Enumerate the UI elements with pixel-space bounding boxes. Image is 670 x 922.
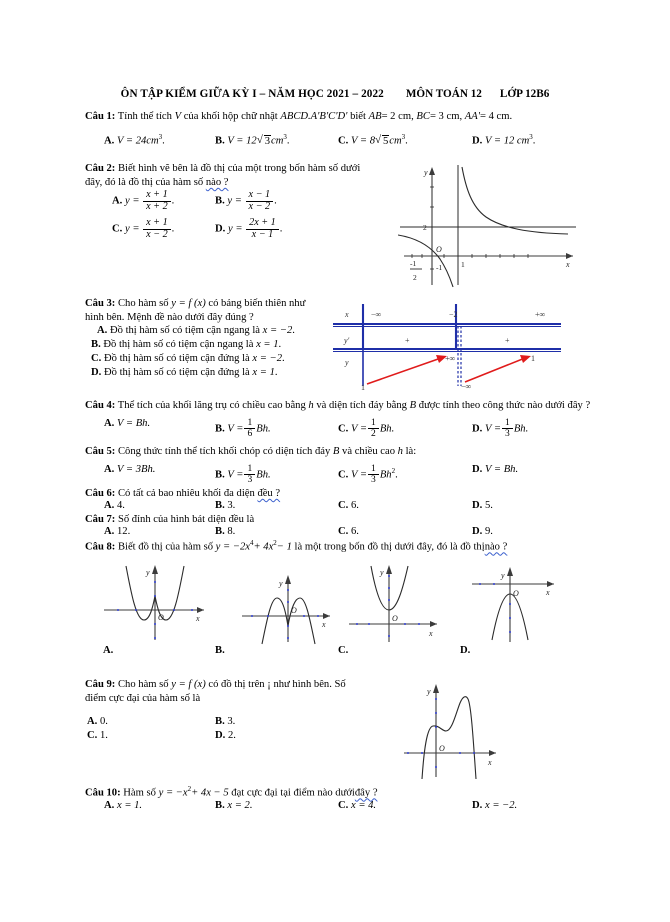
question-5-label: Câu 5:	[85, 446, 116, 457]
svg-text:O: O	[436, 245, 442, 254]
svg-text:y: y	[424, 168, 428, 177]
question-5-text-p2: và chiều cao	[342, 446, 395, 457]
question-7-option-d[interactable]	[472, 526, 493, 537]
question-9-domain-symbol: ¡	[267, 679, 271, 690]
question-6-text: Có tất cả bao nhiêu khối đa diện	[117, 488, 255, 499]
svg-text:-1: -1	[410, 259, 417, 268]
question-7	[85, 513, 595, 527]
function-mid: + 4x − 5	[191, 787, 229, 799]
option-value: V = 12 cm	[484, 135, 530, 147]
svg-text:y: y	[501, 571, 505, 580]
question-2-option-c[interactable]	[112, 218, 174, 240]
svg-text:1: 1	[531, 354, 535, 363]
question-8-option-b-label[interactable]: B.	[215, 645, 225, 656]
fraction-numerator: 1	[368, 464, 379, 475]
svg-text:y: y	[279, 579, 283, 588]
question-3-option-b[interactable]	[91, 339, 281, 350]
question-9-option-a[interactable]	[87, 716, 108, 727]
option-rhs: Bh	[379, 469, 392, 481]
svg-text:−∞: −∞	[371, 310, 382, 319]
option-letter: B.	[91, 339, 101, 350]
question-8-text-p2: là một trong bốn đồ thị dưới đây, đó là đồ thị	[294, 541, 485, 553]
question-4-option-b[interactable]	[215, 418, 271, 439]
class-label: LỚP 12B6	[499, 88, 550, 100]
question-2-line2a: đây, đó là đồ thị của hàm số	[85, 176, 204, 188]
question-1-aa: AA'	[464, 111, 480, 122]
option-lhs: y =	[227, 195, 242, 207]
question-6-option-d[interactable]	[472, 500, 493, 511]
question-4-text-p1: Thể tích của khối lăng trụ có chiều cao bằng	[117, 400, 306, 411]
svg-text:y: y	[380, 568, 384, 577]
svg-text:+∞: +∞	[445, 354, 456, 363]
exponent: 2	[187, 785, 192, 793]
svg-text:y: y	[345, 358, 349, 367]
option-equation: x = −2	[262, 325, 293, 336]
question-5-option-c[interactable]	[338, 464, 398, 485]
question-8-option-a-label[interactable]: A.	[103, 645, 114, 656]
option-letter: B.	[215, 800, 225, 811]
question-7-option-b[interactable]	[215, 526, 235, 537]
option-exponent: 3	[401, 133, 406, 141]
svg-text:x: x	[322, 620, 326, 629]
question-5-symbol-b: B	[332, 446, 340, 457]
question-4-option-d[interactable]	[472, 418, 528, 439]
option-equation: x = −2	[252, 353, 283, 364]
question-1-bc: BC	[416, 111, 430, 122]
option-tail: .	[395, 469, 398, 481]
question-9-option-d[interactable]	[215, 730, 236, 741]
option-unit: cm	[271, 135, 284, 147]
question-3-variation-table	[325, 302, 585, 392]
option-exponent: 3	[283, 133, 287, 141]
svg-text:y': y'	[344, 336, 350, 345]
option-value: 1.	[99, 730, 108, 741]
svg-text:-1: -1	[436, 263, 443, 272]
option-tail: .	[274, 195, 277, 207]
question-2-option-b[interactable]	[215, 190, 277, 212]
option-letter: C.	[338, 135, 349, 147]
option-letter: C.	[338, 500, 349, 511]
question-9-function: y = f (x)	[171, 679, 206, 690]
question-1-ab: AB	[368, 111, 382, 122]
option-text: Đồ thị hàm số có tiệm cận đứng là	[103, 353, 250, 364]
option-letter: A.	[104, 526, 115, 537]
fraction-numerator: 1	[368, 418, 379, 429]
question-4-text-p3: được tính theo công thức nào dưới đây ?	[418, 400, 591, 411]
question-4-label: Câu 4:	[85, 400, 116, 411]
question-3-line1c: có bảng biến thiên như	[208, 298, 306, 309]
page-header	[0, 84, 670, 102]
svg-text:x: x	[345, 310, 349, 319]
svg-text:−2: −2	[449, 310, 458, 319]
question-3-line2: hình bên. Mệnh đề nào dưới đây đúng ?	[85, 311, 254, 323]
question-10-label: Câu 10:	[85, 787, 121, 799]
option-equation: x = 1	[256, 339, 279, 350]
question-1-text-a: Tính thể tích	[117, 111, 172, 122]
option-letter: B.	[215, 500, 225, 511]
function-end: − 1	[276, 541, 292, 553]
question-1-ab-value: = 2 cm,	[381, 111, 414, 122]
option-exponent: 2	[391, 466, 396, 475]
question-1-label: Câu 1:	[85, 111, 116, 122]
option-tail: .	[162, 135, 165, 147]
option-equation: x = 1	[252, 367, 275, 378]
question-8-function: y = −2x	[215, 541, 250, 553]
option-tail: .	[292, 325, 295, 336]
option-letter: D.	[472, 464, 483, 475]
page-title: ÔN TẬP KIỂM GIỮA KỲ I – NĂM HỌC 2021 – 2022	[120, 88, 384, 100]
question-9	[85, 678, 375, 706]
option-text: Đồ thị hàm số có tiệm cận ngang là	[103, 339, 254, 350]
svg-text:2: 2	[423, 223, 427, 232]
fraction-denominator: 3	[371, 474, 376, 486]
question-4-text-p2: và diện tích đáy bằng	[316, 400, 407, 411]
option-value: 2.	[227, 730, 236, 741]
question-3-option-a[interactable]	[97, 325, 295, 336]
question-3-option-d[interactable]	[91, 367, 278, 378]
option-rhs: Bh.	[256, 423, 271, 435]
option-letter: B.	[215, 195, 225, 207]
svg-text:O: O	[513, 589, 519, 598]
option-letter: D.	[215, 730, 226, 741]
question-6	[85, 487, 595, 501]
option-value: x = −2.	[484, 800, 518, 811]
question-8-text-p1: Biết đồ thị của hàm số	[117, 541, 214, 553]
svg-text:+: +	[505, 336, 510, 345]
option-letter: D.	[472, 423, 483, 435]
option-value: x = 2.	[227, 800, 253, 811]
option-letter: C.	[87, 730, 98, 741]
question-1-aa-value: = 4 cm.	[479, 111, 513, 122]
question-8-text-wavy: nào ?	[484, 541, 508, 553]
question-1-option-d[interactable]	[472, 133, 535, 147]
question-5-option-b[interactable]	[215, 464, 271, 485]
option-value: V = 3Bh.	[116, 464, 156, 475]
option-lhs: V =	[484, 423, 502, 435]
question-10-option-d[interactable]	[472, 800, 517, 811]
option-value: 9.	[484, 526, 493, 537]
question-2-line2b: nào ?	[205, 176, 229, 188]
question-4-symbol-h: h	[308, 400, 314, 411]
option-letter: D.	[472, 500, 483, 511]
svg-text:x: x	[196, 614, 200, 623]
question-3-line1a: Cho hàm số	[117, 298, 169, 309]
option-tail: .	[532, 135, 536, 147]
question-7-option-a[interactable]	[104, 526, 130, 537]
option-text: Đồ thị hàm số có tiệm cận ngang là	[109, 325, 261, 336]
question-1-solid: ABCD.A'B'C'D'	[280, 111, 348, 122]
question-5-text-p1: Công thức tính thể tích khối chóp có diện tích đáy	[117, 446, 331, 457]
subject-label: MÔN TOÁN 12	[405, 88, 482, 100]
question-4	[85, 399, 595, 413]
question-8-figure-c	[345, 562, 450, 644]
option-value: 0.	[99, 716, 108, 727]
option-tail: .	[278, 339, 282, 350]
question-6-option-c[interactable]	[338, 500, 359, 511]
svg-text:x: x	[429, 629, 433, 638]
question-6-option-a[interactable]	[104, 500, 125, 511]
question-2-figure	[398, 163, 588, 288]
question-3-function: y = f (x)	[171, 298, 206, 309]
option-rhs: Bh.	[256, 469, 271, 481]
question-9-label: Câu 9:	[85, 679, 116, 690]
fraction-numerator: x + 1	[143, 218, 171, 230]
question-3	[85, 297, 325, 325]
question-5-option-d[interactable]	[472, 464, 518, 475]
svg-text:O: O	[291, 606, 297, 615]
svg-text:1: 1	[361, 383, 365, 392]
option-tail: .	[279, 223, 283, 235]
question-4-option-c[interactable]	[338, 418, 394, 439]
option-letter: A.	[112, 195, 123, 207]
question-10-text-p2: đạt cực đại tại điểm nào dưới	[231, 787, 355, 799]
fraction-denominator: x − 2	[146, 228, 168, 240]
question-9-line1c: có đồ thị trên	[208, 679, 265, 690]
question-2-line1: Biết hình vẽ bên là đồ thị của một trong bốn hàm số dưới	[117, 163, 361, 174]
fraction-numerator: 1	[244, 464, 255, 475]
svg-text:x: x	[566, 260, 570, 269]
option-tail: .	[274, 367, 278, 378]
exponent: 2	[273, 539, 277, 547]
option-letter: B.	[215, 469, 225, 481]
option-letter: C.	[338, 423, 349, 435]
option-tail: .	[405, 135, 408, 147]
option-letter: D.	[472, 135, 483, 147]
question-4-symbol-b: B	[409, 400, 417, 411]
question-5	[85, 445, 595, 459]
question-9-line2: điểm cực đại của hàm số là	[85, 692, 201, 704]
question-8-label: Câu 8:	[85, 541, 116, 553]
option-lhs: y =	[227, 223, 243, 235]
option-letter: D.	[472, 800, 483, 811]
svg-text:O: O	[392, 614, 398, 623]
question-10-option-b[interactable]	[215, 800, 252, 811]
question-10	[85, 785, 605, 801]
option-value: 3.	[227, 500, 236, 511]
svg-text:1: 1	[461, 260, 465, 269]
option-letter: C.	[112, 223, 123, 235]
option-value: V = Bh.	[116, 418, 151, 429]
option-value: x = 4.	[350, 800, 377, 811]
svg-text:+: +	[405, 336, 410, 345]
question-3-label: Câu 3:	[85, 298, 116, 309]
question-1-option-a[interactable]	[104, 133, 165, 147]
question-7-option-c[interactable]	[338, 526, 359, 537]
question-10-text-p1: Hàm số	[123, 787, 156, 799]
option-value: 3.	[227, 716, 236, 727]
question-6-option-b[interactable]	[215, 500, 235, 511]
option-rhs: Bh.	[513, 423, 529, 435]
question-8-figure-b	[238, 568, 343, 646]
option-value: 6.	[350, 500, 359, 511]
exponent: 4	[249, 539, 254, 547]
question-2	[85, 162, 385, 190]
fraction-numerator: 1	[502, 418, 513, 429]
option-letter: A.	[104, 464, 115, 475]
question-1-text-b: của khối hộp chữ nhật	[183, 111, 278, 122]
svg-text:x: x	[488, 758, 492, 767]
question-6-label: Câu 6:	[85, 488, 116, 499]
svg-text:y: y	[427, 687, 431, 696]
option-lhs: y =	[124, 195, 140, 207]
option-letter: C.	[338, 526, 349, 537]
question-8-figure-d	[468, 562, 573, 644]
question-9-line1e: như hình bên. Số	[273, 679, 346, 690]
question-8	[85, 539, 605, 555]
question-5-option-a[interactable]	[104, 464, 155, 475]
question-1-text-c: biết	[350, 111, 366, 122]
option-value: V = 8	[350, 135, 375, 147]
question-4-option-a[interactable]	[104, 418, 150, 429]
fraction-denominator: 3	[247, 474, 253, 486]
question-3-option-c[interactable]	[91, 353, 285, 364]
option-lhs: V =	[227, 423, 244, 435]
question-8-option-c-label[interactable]: C.	[338, 645, 349, 656]
option-unit: cm	[389, 135, 402, 147]
question-5-text-p3: là:	[405, 446, 417, 457]
option-letter: D.	[91, 367, 102, 378]
question-8-option-d-label[interactable]: D.	[460, 645, 471, 656]
option-value: 5.	[484, 500, 493, 511]
fraction-denominator: x + 2	[146, 200, 168, 212]
question-10-option-c[interactable]	[338, 800, 376, 811]
option-lhs: V =	[227, 469, 244, 481]
option-tail: .	[171, 223, 175, 235]
fraction-denominator: 2	[371, 428, 376, 440]
option-letter: D.	[215, 223, 226, 235]
option-letter: B.	[215, 716, 225, 727]
question-9-option-b[interactable]	[215, 716, 235, 727]
option-letter: C.	[338, 469, 349, 481]
option-exponent: 3	[529, 133, 533, 141]
option-tail: .	[171, 195, 175, 207]
option-lhs: V =	[350, 469, 368, 481]
option-value: V = Bh.	[484, 464, 519, 475]
option-lhs: V =	[350, 423, 368, 435]
question-5-symbol-h: h	[397, 446, 403, 457]
option-letter: D.	[472, 526, 483, 537]
option-lhs: y =	[124, 223, 140, 235]
option-letter: A.	[104, 500, 115, 511]
option-value: V = 12	[227, 135, 257, 147]
option-letter: A.	[97, 325, 108, 336]
option-value: 6.	[350, 526, 359, 537]
svg-text:y: y	[146, 568, 150, 577]
option-value: x = 1.	[116, 800, 143, 811]
question-8-figure-a	[100, 562, 215, 644]
fraction-denominator: x − 1	[251, 228, 274, 240]
fraction-denominator: x − 2	[248, 200, 271, 212]
question-2-option-a[interactable]	[112, 190, 174, 212]
function-mid: + 4x	[253, 541, 274, 553]
svg-text:O: O	[158, 613, 164, 622]
option-text: Đồ thị hàm số có tiệm cận đứng là	[103, 367, 250, 378]
question-10-function: y = −x	[158, 787, 188, 799]
question-9-option-c[interactable]	[87, 730, 108, 741]
option-rhs: Bh.	[379, 423, 395, 435]
option-letter: C.	[338, 800, 349, 811]
option-letter: B.	[215, 423, 225, 435]
question-7-text: Số đỉnh của hình bát diện đều là	[117, 514, 255, 525]
question-10-text-wavy: đây ?	[354, 787, 378, 799]
option-letter: A.	[104, 418, 115, 429]
option-letter: B.	[215, 526, 225, 537]
option-value: 8.	[227, 526, 236, 537]
fraction-numerator: x − 1	[246, 190, 274, 202]
question-1-option-b[interactable]	[215, 133, 290, 147]
question-1	[85, 110, 585, 124]
question-1-option-c[interactable]	[338, 133, 408, 147]
question-2-option-d[interactable]	[215, 218, 282, 240]
fraction-numerator: x + 1	[143, 190, 171, 202]
fraction-numerator: 2x + 1	[246, 218, 279, 230]
option-letter: B.	[215, 135, 225, 147]
option-letter: A.	[87, 716, 98, 727]
svg-text:−∞: −∞	[461, 382, 472, 391]
option-letter: A.	[104, 135, 115, 147]
svg-text:x: x	[546, 588, 550, 597]
svg-text:2: 2	[413, 273, 417, 282]
question-1-symbol-v: V	[174, 111, 182, 122]
option-value: V = 24cm	[116, 135, 159, 147]
option-tail: .	[282, 353, 285, 364]
question-7-label: Câu 7:	[85, 514, 116, 525]
fraction-denominator: 6	[247, 428, 253, 440]
question-2-label: Câu 2:	[85, 163, 116, 174]
fraction-numerator: 1	[244, 418, 255, 429]
question-9-line1a: Cho hàm số	[117, 679, 169, 690]
question-6-text-wavy: đều ?	[257, 488, 281, 499]
option-value: 4.	[116, 500, 125, 511]
option-tail: .	[286, 135, 290, 147]
question-10-option-a[interactable]	[104, 800, 142, 811]
question-9-figure	[400, 675, 590, 780]
option-letter: C.	[91, 353, 102, 364]
svg-text:+∞: +∞	[535, 310, 546, 319]
sqrt-icon: √ 3	[257, 135, 271, 147]
question-1-bc-value: = 3 cm,	[429, 111, 463, 122]
option-letter: A.	[104, 800, 115, 811]
sqrt-icon: √ 5	[375, 135, 389, 147]
option-exponent: 3	[158, 133, 163, 141]
fraction-denominator: 3	[505, 428, 510, 440]
svg-text:O: O	[439, 744, 445, 753]
option-value: 12.	[116, 526, 131, 537]
